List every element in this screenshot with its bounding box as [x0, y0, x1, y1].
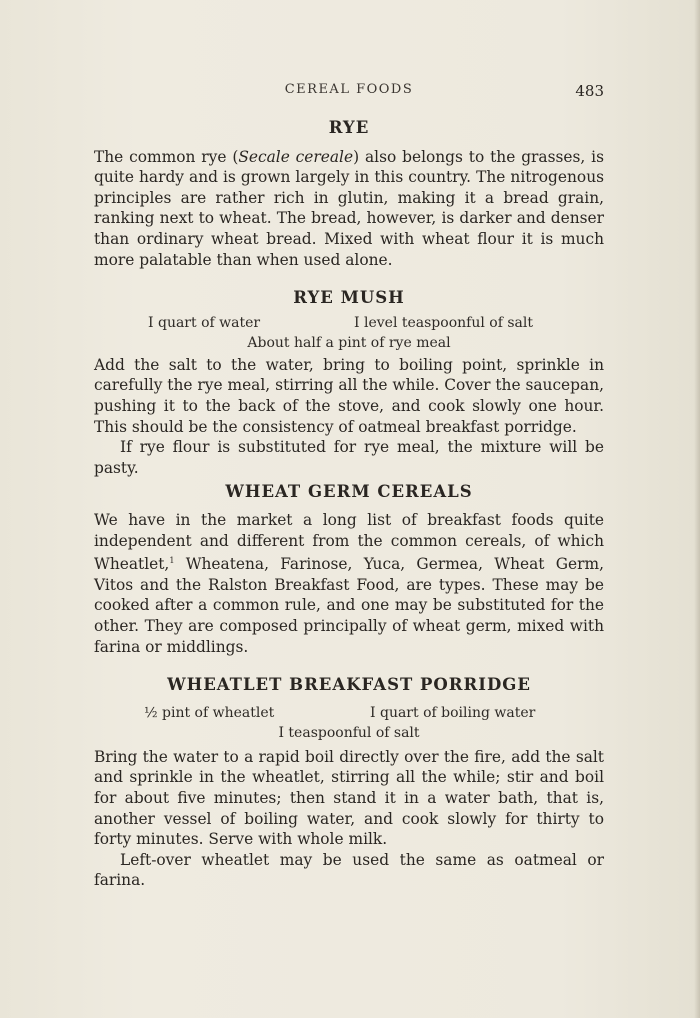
- wheatlet-paragraph: Bring the water to a rapid boil directly over the fire, add the salt and sprinkle in the wheatlet, stirring all the while; stir and boil for about five minutes; then stand it in a water bath, that is, another vessel of boiling water, and cook slowly for thirty to forty minutes. Serve with whole milk.: [94, 747, 604, 849]
- rye-para-text-2: ) also belongs to the grasses, is quite hardy and is grown largely in this country. The nitrogenous principles are rather rich in glutin, making it a bread grain, ranking next to wheat. The bread, however, is darker and denser than ordinary wheat bread. Mixed with wheat flour it is much more palatable than when used alone.: [94, 147, 604, 269]
- ingredient-item: ½ pint of wheatlet: [144, 704, 275, 721]
- rye-mush-paragraph: Add the salt to the water, bring to boiling point, sprinkle in carefully the rye meal, stirring all the while. Cover the saucepan, pushing it to the back of the stove, and cook slowly one hour. This should be the consistency of oatmeal breakfast porridge.: [94, 355, 604, 436]
- rye-paragraph: [94, 147, 604, 271]
- ingredient-row: [94, 703, 604, 723]
- wheatlet-ingredients: [94, 703, 604, 743]
- wheat-germ-text-1: We have in the market a long list of breakfast foods quite independent and different from the common cereals, of which Wheatlet,: [94, 510, 604, 574]
- ingredient-item: I quart of boiling water: [370, 704, 536, 721]
- page-number: 483: [575, 82, 604, 100]
- ingredient-item: I quart of water: [148, 314, 261, 331]
- section-heading-rye-mush: RYE MUSH: [293, 288, 405, 308]
- wheat-germ-paragraph: [94, 510, 604, 657]
- rye-mush-ingredients: [94, 313, 604, 353]
- rye-para-text-1: The common rye (: [94, 147, 239, 166]
- running-title: CEREAL FOODS: [284, 82, 414, 97]
- footnote-mark: 1: [169, 556, 175, 566]
- ingredient-item: I teaspoonful of salt: [278, 724, 420, 741]
- section-heading-wheat-germ: WHEAT GERM CEREALS: [225, 482, 473, 502]
- ingredient-item: I level teaspoonful of salt: [354, 314, 533, 331]
- ingredient-row: [94, 313, 604, 333]
- rye-latin-name: Secale cereale: [238, 147, 354, 166]
- section-heading-wheatlet-porridge: WHEATLET BREAKFAST PORRIDGE: [167, 675, 531, 695]
- rye-mush-note: If rye flour is substituted for rye meal, the mixture will be pasty.: [94, 438, 604, 477]
- page-content: [94, 118, 604, 891]
- wheatlet-note: Left-over wheatlet may be used the same as oatmeal or farina.: [94, 850, 604, 890]
- running-head: [94, 82, 604, 102]
- section-heading-rye: RYE: [328, 118, 370, 137]
- ingredient-item: About half a pint of rye meal: [247, 334, 451, 351]
- page-edge-shadow: [694, 0, 700, 1018]
- wheat-germ-text-2: Wheatena, Farinose, Yuca, Germea, Wheat Germ, Vitos and the Ralston Breakfast Food, are types. These may be cooked after a common rule, and one may be substituted for the other. They are composed principally of wheat germ, mixed with farina or middlings.: [94, 555, 604, 656]
